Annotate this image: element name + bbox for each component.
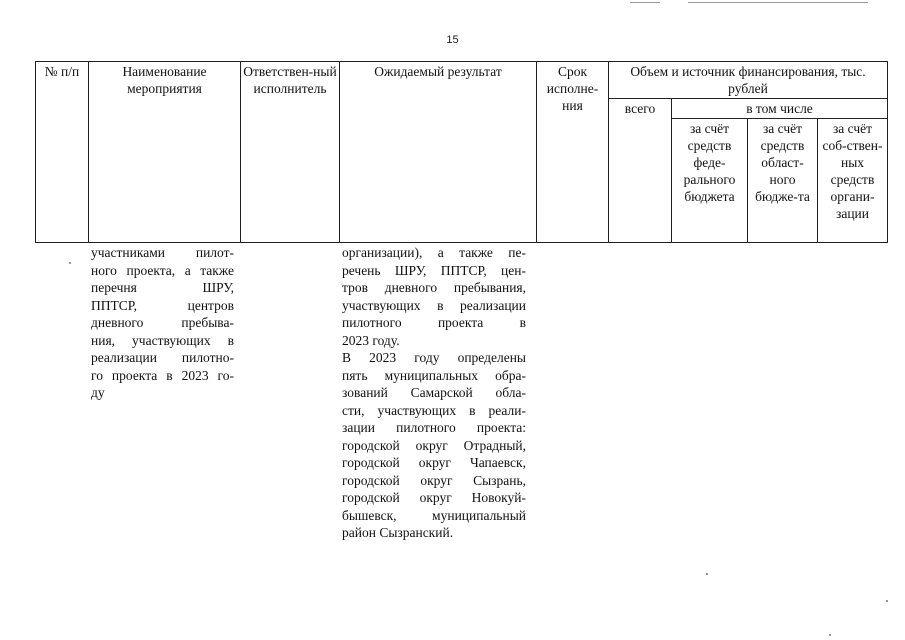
header-deadline: Срок исполне-ния xyxy=(537,62,609,243)
page-number: 15 xyxy=(446,34,459,46)
scan-speck xyxy=(829,634,831,636)
text-line: реализации пилотно- xyxy=(91,350,234,365)
scan-speck xyxy=(886,600,888,602)
header-regional: за счёт средств област-ного бюдже-та xyxy=(748,119,818,243)
header-total: всего xyxy=(609,99,672,243)
header-federal: за счёт средств феде-рального бюджета xyxy=(672,119,748,243)
plan-table-header xyxy=(35,61,888,243)
header-funding: Объем и источник финансирования, тыс. рублей xyxy=(609,62,888,99)
scan-edge-line xyxy=(688,2,868,3)
text-line: пять муниципальных обра- xyxy=(342,367,526,383)
text-line: зований Самарской обла- xyxy=(342,385,526,400)
text-line: городской округ Сызрань, xyxy=(342,472,526,488)
text-line: район Сызранский. xyxy=(342,525,454,540)
text-line: ния, участвующих в xyxy=(91,332,234,348)
text-line: городской округ Новокуй- xyxy=(342,490,526,505)
header-result: Ожидаемый результат xyxy=(340,62,537,243)
text-line: бышевск, муниципальный xyxy=(342,507,526,523)
header-including: в том числе xyxy=(672,99,888,119)
scan-speck xyxy=(69,262,71,264)
text-line: ППТСР, центров xyxy=(91,297,234,313)
text-line: дневного пребыва- xyxy=(91,315,234,330)
text-line: городской округ Чапаевск, xyxy=(342,455,526,470)
text-line: речень ШРУ, ППТСР, цен- xyxy=(342,262,526,278)
text-line: зации пилотного проекта: xyxy=(342,420,526,435)
text-line: перечня ШРУ, xyxy=(91,280,234,295)
text-line: городской округ Отрадный, xyxy=(342,437,526,453)
scan-edge-line xyxy=(630,2,660,3)
text-line: участниками пилот- xyxy=(91,245,234,260)
text-line: сти, участвующих в реали- xyxy=(342,402,526,418)
text-line: го проекта в 2023 го- xyxy=(91,367,234,383)
name-continuation xyxy=(91,244,234,402)
text-line: ду xyxy=(91,385,105,400)
text-line: пилотного проекта в xyxy=(342,315,526,330)
header-own: за счёт соб-ствен-ных средств органи-зации xyxy=(818,119,888,243)
text-line: организации), а также пе- xyxy=(342,245,526,260)
result-continuation xyxy=(342,244,526,542)
result-continuation-text-1 xyxy=(342,244,526,349)
text-line: участвующих в реализации xyxy=(342,297,526,313)
text-line: 2023 году. xyxy=(342,332,400,348)
result-continuation-text-2 xyxy=(342,349,526,542)
header-num: № п/п xyxy=(36,62,89,243)
header-name: Наименование мероприятия xyxy=(89,62,241,243)
header-responsible: Ответствен-ный исполнитель xyxy=(241,62,340,243)
scan-speck xyxy=(706,573,708,575)
text-line: тров дневного пребывания, xyxy=(342,280,526,295)
name-continuation-text xyxy=(91,244,234,402)
text-line: ного проекта, а также xyxy=(91,262,234,278)
text-line: В 2023 году определены xyxy=(342,350,526,365)
